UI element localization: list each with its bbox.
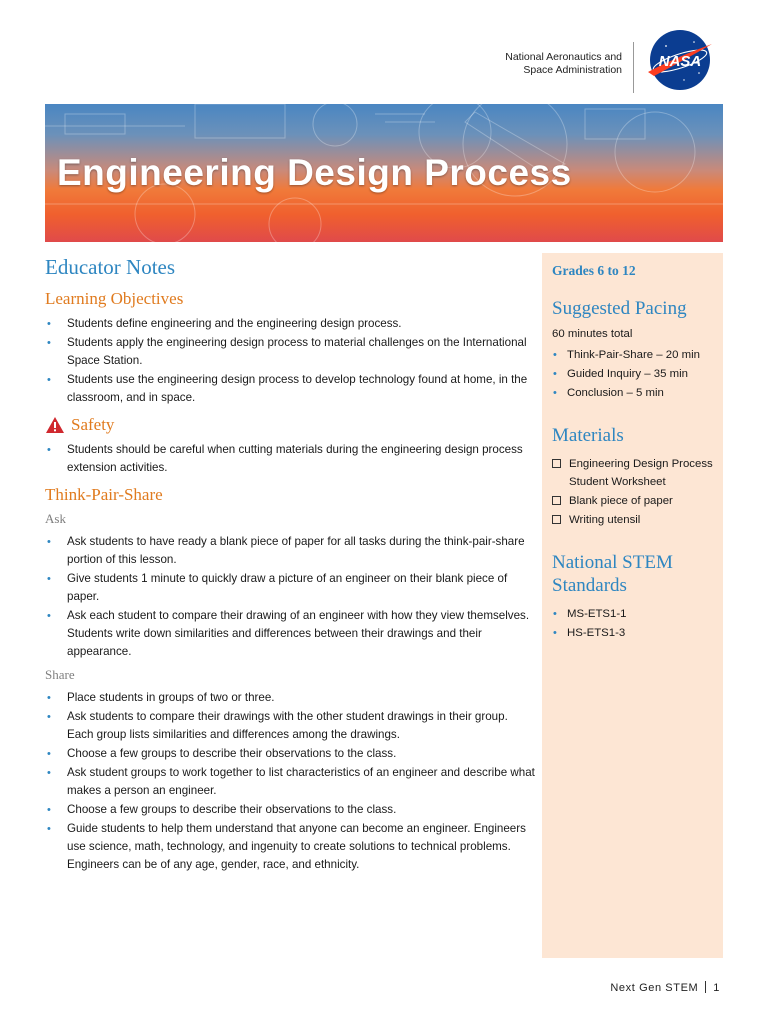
list-item: • MS-ETS1-1	[552, 605, 713, 623]
material-item: Engineering Design Process Student Worksheet	[552, 455, 713, 491]
safety-list	[45, 441, 535, 477]
list-item: • Choose a few groups to describe their observations to the class.	[45, 745, 535, 763]
material-item: Blank piece of paper	[552, 492, 713, 510]
learning-objectives-heading: Learning Objectives	[45, 289, 184, 308]
footer-label: Next Gen STEM	[610, 982, 699, 994]
list-item: • Students should be careful when cutting materials during the engineering design process extension activities.	[45, 441, 535, 477]
objectives-list	[45, 315, 535, 407]
think-pair-share-heading: Think-Pair-Share	[45, 485, 163, 504]
list-item: • Students apply the engineering design process to material challenges on the International Space Station.	[45, 334, 535, 370]
pacing-list	[552, 346, 713, 402]
list-item: • Place students in groups of two or three.	[45, 689, 535, 707]
pacing-total: 60 minutes total	[552, 328, 633, 340]
pacing-heading: Suggested Pacing	[552, 298, 687, 319]
list-item: • Ask students to compare their drawings with the other student drawings in their group. Each group lists similarities and differences among the drawings.	[45, 708, 535, 744]
page-footer	[610, 981, 720, 994]
sidebar-panel	[542, 253, 723, 958]
ask-list	[45, 533, 535, 661]
banner-title: Engineering Design Process	[57, 152, 572, 193]
safety-heading	[45, 414, 535, 436]
nasa-logo-text: NASA	[658, 53, 702, 70]
list-item: • Conclusion – 5 min	[552, 384, 713, 402]
list-item: • Give students 1 minute to quickly draw a picture of an engineer on their blank piece of paper.	[45, 570, 535, 606]
list-item: • Ask students to have ready a blank piece of paper for all tasks during the think-pair-share portion of this lesson.	[45, 533, 535, 569]
list-item: • Students define engineering and the engineering design process.	[45, 315, 535, 333]
list-item: • Guide students to help them understand that anyone can become an engineer. Engineers use science, math, technology, and ingenuity to create solutions to technical problems. Engineers can be of any age, gender, race, and ethnicity.	[45, 820, 535, 874]
list-item: • Ask student groups to work together to list characteristics of an engineer and describe what makes a person an engineer.	[45, 764, 535, 800]
nasa-logo	[644, 28, 716, 92]
header-divider	[633, 42, 634, 93]
main-column	[45, 254, 535, 875]
agency-name	[480, 51, 622, 77]
list-item: • Choose a few groups to describe their observations to the class.	[45, 801, 535, 819]
page-number: 1	[713, 982, 720, 994]
ask-subheading: Ask	[45, 511, 66, 526]
list-item: • Students use the engineering design process to develop technology found at home, in the classroom, and in space.	[45, 371, 535, 407]
checkbox-icon	[552, 459, 561, 468]
grades-label: Grades 6 to 12	[552, 263, 636, 278]
agency-line-1: National Aeronautics and	[505, 51, 622, 63]
list-item: • Think-Pair-Share – 20 min	[552, 346, 713, 364]
list-item: • HS-ETS1-3	[552, 624, 713, 642]
list-item: • Ask each student to compare their drawing of an engineer with how they view themselves. Students write down similarities and differences between their drawings and their appearance.	[45, 607, 535, 661]
share-list	[45, 689, 535, 874]
title-banner	[45, 104, 723, 242]
standards-list	[552, 605, 713, 642]
share-subheading: Share	[45, 667, 75, 682]
warning-icon	[45, 416, 65, 434]
material-item: Writing utensil	[552, 511, 713, 529]
materials-list	[552, 455, 713, 529]
materials-heading: Materials	[552, 425, 624, 446]
footer-divider	[705, 981, 706, 993]
safety-heading-label: Safety	[71, 415, 115, 434]
list-item: • Guided Inquiry – 35 min	[552, 365, 713, 383]
agency-line-2: Space Administration	[523, 64, 622, 76]
educator-notes-heading: Educator Notes	[45, 255, 176, 279]
standards-heading: National STEM Standards	[552, 552, 673, 596]
checkbox-icon	[552, 496, 561, 505]
checkbox-icon	[552, 515, 561, 524]
